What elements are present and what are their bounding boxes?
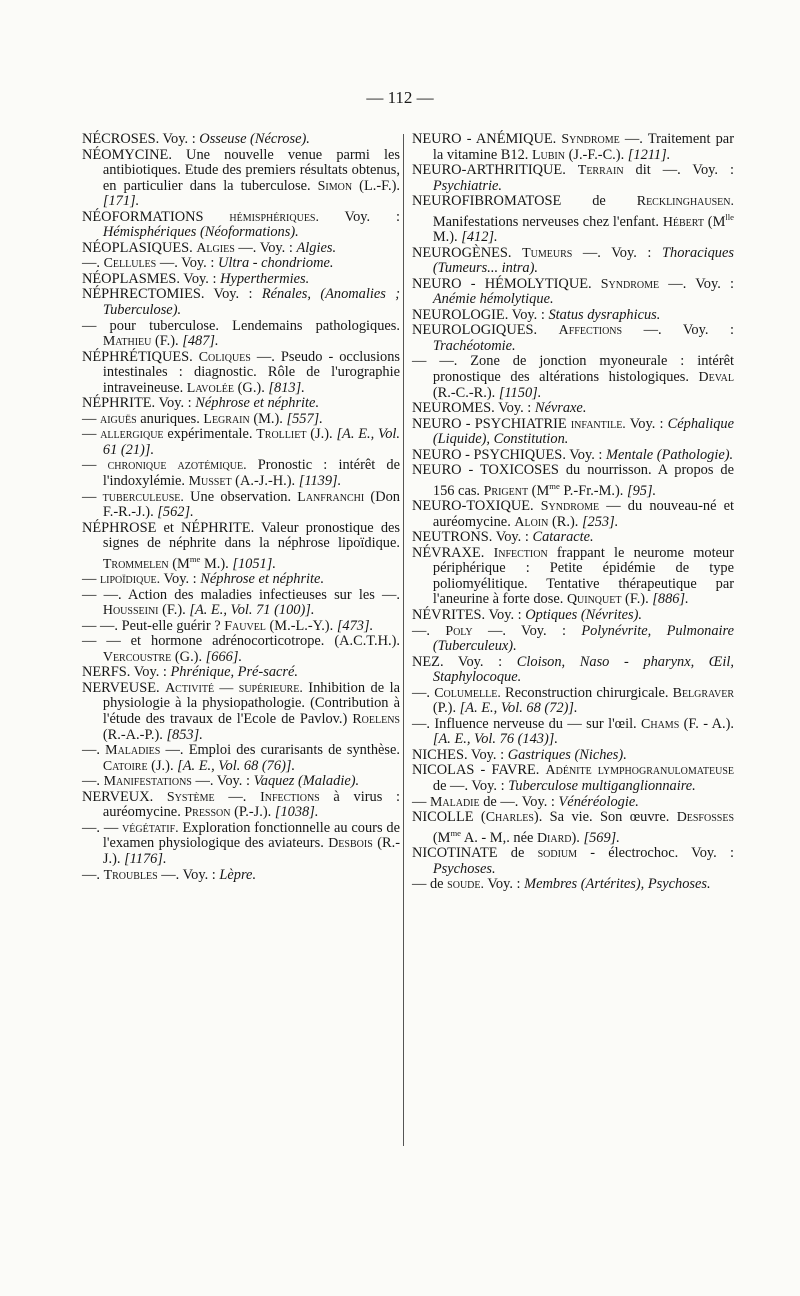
entry-segment: Prigent: [483, 483, 529, 499]
entry-segment: Vaquez (Maladie).: [253, 773, 360, 790]
index-entry: [412, 655, 734, 686]
entry-segment: Coliques: [198, 349, 251, 365]
index-entry: [82, 148, 400, 210]
entry-segment: NÉPHRECTOMIES. Voy. :: [82, 286, 262, 303]
entry-segment: Infections: [260, 789, 320, 805]
entry-segment: M.).: [432, 229, 462, 246]
entry-segment: Simon: [317, 178, 353, 194]
entry-segment: Psychiatrie.: [432, 177, 503, 194]
entry-segment: — pour tuberculose. Lendemains pathologiques.: [82, 317, 400, 334]
entry-segment: Diard: [536, 830, 572, 846]
entry-segment: [1176].: [124, 850, 167, 867]
entry-segment: expérimentale.: [163, 426, 257, 443]
entry-segment: [A. E., Vol. 76 (143)].: [432, 731, 558, 748]
entry-segment: (M.).: [249, 410, 287, 427]
entry-segment: Affections: [558, 323, 623, 339]
index-entry: [412, 417, 734, 448]
entry-segment: (M: [528, 482, 550, 499]
entry-segment: Voy. :: [160, 571, 201, 588]
entry-segment: (F.).: [158, 602, 190, 619]
entry-segment: NEUROMES. Voy. :: [412, 400, 535, 417]
entry-segment: ). Sa vie. Son œuvre.: [533, 809, 677, 826]
index-entry: [412, 277, 734, 308]
entry-segment: lle: [725, 211, 734, 222]
entry-segment: (A.-J.-H.).: [231, 473, 299, 490]
entry-segment: Status dysraphicus.: [548, 306, 661, 323]
entry-segment: [A. E., Vol. 68 (76)].: [177, 757, 296, 774]
index-entry: [412, 717, 734, 748]
entry-segment: (G.).: [234, 379, 269, 396]
entry-segment: M.).: [200, 555, 233, 572]
entry-segment: Névraxe.: [534, 400, 587, 417]
entry-segment: Hébert: [662, 214, 704, 230]
entry-segment: NEUROFIBROMATOSE de: [412, 193, 637, 210]
entry-segment: —.: [214, 788, 261, 805]
entry-segment: Hyperthermies.: [220, 270, 310, 287]
entry-segment: Reconstruction chirurgicale.: [500, 684, 673, 701]
entry-segment: [1051].: [232, 555, 276, 572]
entry-segment: —. Voy. :: [156, 255, 218, 272]
index-entry: [412, 499, 734, 530]
index-entry: [412, 748, 734, 764]
entry-segment: (M: [432, 829, 451, 846]
entry-segment: Vercoustre: [102, 649, 172, 665]
entry-segment: [562].: [157, 504, 194, 521]
entry-segment: NEUTRONS. Voy. :: [412, 529, 533, 546]
entry-segment: de —. Voy. :: [432, 778, 509, 795]
entry-segment: NICHES. Voy. :: [412, 746, 508, 763]
entry-segment: Housseini: [102, 603, 159, 619]
entry-segment: (R.-A.-P.).: [102, 726, 167, 743]
entry-segment: NÉPHRITE. Voy. :: [82, 395, 196, 412]
entry-segment: —. Traitement par la vitamine B12.: [432, 131, 734, 163]
index-entry: [412, 546, 734, 608]
entry-segment: Catoire: [102, 758, 148, 774]
entry-segment: (R.).: [548, 513, 582, 530]
entry-segment: [412].: [461, 229, 498, 246]
entry-segment: Musset: [188, 474, 232, 490]
entry-segment: [253].: [581, 513, 619, 530]
entry-segment: NICOLAS - FAVRE.: [412, 762, 546, 779]
entry-segment: NERVEUX.: [82, 788, 167, 805]
entry-segment: sodium: [537, 846, 578, 861]
entry-segment: [A. E., Vol. 61 (21)].: [102, 426, 401, 458]
entry-segment: soude.: [447, 877, 484, 893]
entry-segment: Lèpre.: [219, 866, 257, 883]
entry-segment: me: [450, 827, 462, 838]
index-entry: [412, 686, 734, 717]
entry-segment: chronique azotémique.: [107, 458, 247, 474]
entry-segment: —. Influence nerveuse du — sur l'œil.: [412, 715, 642, 732]
entry-segment: Exploration fonctionnelle au cours de l'examen physiologique des aviateurs.: [102, 819, 400, 852]
index-entry: [82, 241, 400, 257]
entry-segment: P.-Fr.-M.).: [559, 482, 627, 499]
entry-segment: NEURO - ANÉMIQUE.: [412, 131, 562, 147]
index-entry: [412, 463, 734, 499]
entry-segment: Poly: [445, 623, 473, 639]
entry-segment: Optiques (Névrites).: [525, 607, 642, 623]
index-entry: [82, 287, 400, 318]
entry-segment: (F. - A.).: [679, 715, 734, 732]
entry-segment: Inhibition de la physiologie à la physiopathologie. (Contribution à l'étude des travaux de l'Ecole de Pavlov.): [102, 679, 400, 728]
entry-segment: Une observation.: [183, 488, 298, 505]
index-entry: [412, 163, 734, 194]
entry-segment: dit —. Voy. :: [623, 162, 734, 179]
entry-segment: Manifestations nerveuses chez l'enfant.: [432, 213, 663, 230]
entry-segment: (Don F.-R.-J.).: [102, 488, 400, 521]
entry-segment: Terrain: [577, 163, 624, 179]
entry-segment: Fauvel: [224, 618, 266, 634]
index-entry: [412, 763, 734, 794]
entry-segment: —. —: [82, 819, 123, 836]
page-number: — 112 —: [366, 88, 434, 107]
entry-segment: —. Voy. :: [472, 622, 582, 639]
entry-segment: —. Voy. :: [622, 322, 734, 339]
entry-segment: Cataracte.: [532, 529, 594, 546]
entry-segment: Lubin: [532, 147, 565, 163]
entry-segment: Quinquet: [566, 592, 622, 608]
index-entry: [412, 246, 734, 277]
entry-segment: Maladies: [105, 743, 161, 759]
entry-segment: [813].: [268, 379, 305, 396]
entry-segment: NÉOMYCINE. Une nouvelle venue parmi les antibiotiques. Etude des premiers résultats obtenus, en particulier dans la tuberculose.: [82, 146, 400, 194]
entry-segment: me: [549, 480, 560, 491]
entry-segment: (P.).: [432, 700, 460, 717]
entry-segment: [A. E., Vol. 71 (100)].: [189, 602, 315, 619]
entry-segment: tuberculeuse.: [102, 489, 184, 505]
entry-segment: NÉVRAXE.: [412, 544, 494, 561]
entry-segment: [666].: [205, 648, 243, 665]
entry-segment: Ultra - chondriome.: [217, 255, 334, 272]
entry-segment: NEURO-TOXIQUE.: [412, 498, 541, 515]
entry-segment: [171].: [102, 193, 140, 210]
index-entry: [412, 877, 734, 893]
entry-segment: NEURO - HÉMOLYTIQUE.: [412, 275, 601, 292]
entry-segment: (J.-F.-C.).: [564, 146, 628, 163]
entry-segment: NEURO-ARTHRITIQUE.: [412, 162, 578, 179]
entry-segment: Vénéréologie.: [558, 793, 639, 810]
entry-segment: NERFS. Voy. :: [82, 664, 171, 681]
entry-segment: (P.-J.).: [230, 804, 275, 821]
entry-segment: (F.).: [621, 591, 653, 608]
entry-segment: Rénales, (Anomalies ; Tuberculose).: [102, 286, 400, 319]
entry-segment: Thoraciques (Tumeurs... intra).: [432, 244, 734, 277]
index-entry: [82, 619, 400, 635]
index-entry: [82, 396, 400, 412]
entry-segment: végétatif.: [122, 820, 179, 836]
entry-segment: —. Voy. :: [234, 239, 297, 256]
entry-segment: (R.-C.-R.).: [432, 384, 499, 401]
entry-segment: —. Voy. :: [157, 866, 220, 883]
entry-segment: —: [82, 488, 103, 505]
entry-segment: Roelens: [352, 712, 400, 728]
entry-segment: aiguës: [100, 411, 137, 427]
entry-segment: —.: [412, 684, 435, 701]
entry-segment: —.: [82, 255, 104, 272]
entry-segment: Tuberculose multiganglionnaire.: [508, 778, 696, 795]
entry-segment: —: [82, 571, 100, 588]
entry-segment: Voy. :: [625, 415, 668, 432]
column-divider: [403, 134, 404, 1146]
entry-segment: —.: [82, 773, 104, 790]
entry-segment: Membres (Artérites), Psychoses.: [524, 876, 711, 893]
entry-segment: Desbois: [328, 836, 373, 852]
entry-segment: NÉOPLASMES. Voy. :: [82, 270, 221, 287]
entry-segment: Néphrose et néphrite.: [195, 395, 320, 412]
entry-segment: (L.-F.).: [352, 177, 400, 194]
entry-segment: NEURO - PSYCHIQUES. Voy. :: [412, 446, 607, 463]
entry-segment: allergique: [100, 427, 164, 443]
entry-segment: Aloin: [514, 514, 549, 530]
entry-segment: NERVEUSE.: [82, 679, 166, 696]
entry-segment: [1150].: [498, 384, 542, 401]
entry-segment: me: [189, 553, 201, 564]
entry-segment: — du nouveau-né et auréomycine.: [432, 498, 734, 530]
entry-segment: Adénite lymphogranulomateuse: [545, 763, 734, 779]
entry-segment: Lavolée: [186, 380, 235, 396]
index-entry: [82, 210, 400, 241]
index-entry: [82, 427, 400, 458]
entry-segment: NÉCROSES. Voy. :: [82, 131, 200, 147]
index-entry: [82, 790, 400, 821]
entry-segment: Osseuse (Nécrose).: [199, 131, 310, 147]
entry-segment: —. Voy. :: [191, 773, 254, 790]
entry-segment: [853].: [166, 726, 203, 743]
entry-segment: Phrénique, Pré-sacré.: [170, 664, 298, 681]
entry-segment: Système: [166, 789, 215, 805]
index-entry: [82, 412, 400, 428]
index-entry: [412, 448, 734, 464]
entry-segment: (M.-L.-Y.).: [265, 617, 337, 634]
entry-segment: Pronostic : intérêt de l'indoxylémie.: [102, 457, 401, 490]
entry-segment: Voy. :: [318, 208, 400, 225]
index-entry: [82, 350, 400, 397]
index-entry: [412, 795, 734, 811]
entry-segment: [1038].: [274, 804, 319, 821]
index-entry: [82, 256, 400, 272]
entry-segment: —: [412, 793, 430, 810]
entry-segment: —.: [82, 866, 104, 883]
entry-segment: NÉVRITES. Voy. :: [412, 607, 526, 623]
entry-segment: Trachéotomie.: [432, 337, 516, 354]
index-entry: [82, 634, 400, 665]
entry-segment: infantile.: [570, 416, 626, 432]
entry-segment: hémisphériques.: [229, 209, 319, 225]
index-entry: [412, 308, 734, 324]
index-entry: [82, 588, 400, 619]
index-entry: [82, 774, 400, 790]
index-entry: [82, 681, 400, 743]
index-entry: [82, 458, 400, 489]
entry-segment: Voy. :: [484, 876, 525, 893]
entry-segment: Legrain: [203, 411, 250, 427]
index-entry: [412, 354, 734, 401]
entry-segment: Mentale (Pathologie).: [606, 446, 734, 463]
index-entry: [412, 194, 734, 245]
index-entry: [82, 521, 400, 572]
entry-segment: — —. Zone de jonction myoneurale : intérêt pronostique des altérations histologiques.: [412, 353, 734, 385]
index-entry: [82, 665, 400, 681]
entry-segment: (J.).: [306, 426, 337, 443]
entry-segment: Syndrome: [540, 499, 600, 515]
index-entry: [82, 743, 400, 774]
entry-segment: Troubles: [103, 867, 158, 883]
entry-segment: Néphrose et néphrite.: [200, 571, 325, 588]
entry-segment: —. Emploi des curarisants de synthèse.: [160, 742, 401, 759]
entry-segment: —: [82, 457, 108, 474]
entry-segment: Desfosses: [676, 810, 735, 826]
entry-segment: Columelle.: [434, 685, 501, 701]
entry-segment: [473].: [336, 617, 374, 634]
entry-segment: Deval: [698, 370, 734, 385]
entry-segment: Maladie: [430, 794, 480, 810]
entry-segment: Syndrome: [561, 132, 620, 147]
index-entry: [82, 490, 400, 521]
entry-segment: —: [82, 410, 100, 427]
entry-segment: [569].: [583, 829, 620, 846]
entry-segment: NEUROGÈNES.: [412, 244, 523, 261]
left-column: [82, 132, 400, 883]
entry-segment: Recklinghausen.: [636, 194, 734, 210]
entry-segment: ).: [571, 829, 584, 846]
index-entry: [412, 608, 734, 624]
entry-segment: [886].: [652, 591, 689, 608]
entry-segment: A. - M,. née: [461, 829, 537, 846]
entry-segment: Trolliet: [256, 427, 307, 443]
entry-segment: Chams: [641, 716, 680, 732]
index-entry: [82, 821, 400, 868]
entry-segment: Manifestations: [103, 774, 192, 790]
entry-segment: [1139].: [298, 473, 342, 490]
index-entry: [412, 401, 734, 417]
index-entry: [412, 530, 734, 546]
entry-segment: —. Voy. :: [659, 275, 734, 292]
entry-segment: Anémie hémolytique.: [432, 291, 554, 308]
entry-segment: Syndrome: [600, 276, 660, 292]
entry-segment: (F.).: [151, 333, 183, 350]
entry-segment: [A. E., Vol. 68 (72)].: [459, 700, 578, 717]
entry-segment: — de: [412, 876, 448, 893]
entry-segment: Presson: [184, 805, 231, 821]
entry-segment: frappant le neurome moteur périphérique : Petite épidémie de type poliomyélitique. Tentative thérapeutique par l'aneurine à forte dose.: [432, 544, 734, 608]
entry-segment: Charles: [485, 810, 534, 826]
entry-segment: —.: [82, 742, 106, 759]
index-entry: [82, 572, 400, 588]
entry-segment: anuriques.: [136, 410, 204, 427]
entry-segment: de —. Voy. :: [479, 793, 559, 810]
entry-segment: [1211].: [627, 146, 671, 163]
entry-segment: —. Voy. :: [572, 244, 663, 261]
entry-segment: [95].: [626, 482, 657, 499]
index-entry: [412, 323, 734, 354]
entry-segment: NICOTINATE de: [412, 845, 538, 861]
entry-segment: (R.-J.).: [102, 835, 400, 867]
entry-segment: —: [82, 426, 101, 443]
entry-segment: — — et hormone adrénocorticotrope. (A.C.T.H.).: [82, 633, 400, 650]
entry-segment: (M: [703, 213, 726, 230]
entry-segment: lipoïdique.: [100, 572, 161, 588]
entry-segment: Céphalique (Liquide), Constitution.: [432, 415, 734, 448]
entry-segment: NÉOPLASIQUES.: [82, 239, 197, 256]
entry-segment: Gastriques (Niches).: [507, 746, 627, 763]
entry-segment: NEUROLOGIE. Voy. :: [412, 306, 549, 323]
entry-segment: à virus : auréomycine.: [102, 788, 401, 821]
entry-segment: (J.).: [147, 757, 178, 774]
entry-segment: Polynévrite, Pulmonaire (Tuberculeux).: [432, 622, 734, 655]
entry-segment: Cloison, Naso - pharynx, Œil, Staphylocoque.: [432, 653, 734, 686]
entry-segment: (M: [168, 555, 190, 572]
entry-segment: NICOLLE (: [412, 809, 486, 826]
entry-segment: Hémisphériques (Néoformations).: [102, 224, 299, 241]
entry-segment: NEURO - PSYCHIATRIE: [412, 415, 571, 432]
entry-segment: (G.).: [171, 648, 206, 665]
entry-segment: [487].: [182, 333, 219, 350]
entry-segment: Psychoses.: [432, 860, 496, 877]
index-entry: [82, 319, 400, 350]
entry-segment: Lanfranchi: [297, 489, 365, 505]
entry-segment: NÉOFORMATIONS: [82, 208, 230, 225]
entry-segment: Algies: [196, 240, 235, 256]
entry-segment: NEURO - TOXICOSES du nourrisson. A propos de 156 cas.: [412, 462, 734, 499]
entry-segment: Infection: [493, 545, 548, 561]
entry-segment: - électrochoc. Voy. :: [577, 845, 734, 861]
entry-segment: Mathieu: [102, 334, 152, 350]
entry-segment: NÉPHROSE et NÉPHRITE. Valeur pronostique des signes de néphrite dans la néphrose lipoïdique.: [82, 519, 400, 552]
index-entry: [412, 810, 734, 846]
entry-segment: Activité — supérieure.: [165, 680, 303, 696]
entry-segment: [557].: [286, 410, 323, 427]
index-entry: [412, 624, 734, 655]
index-entry: [82, 132, 400, 148]
entry-segment: Tumeurs: [522, 245, 573, 261]
entry-segment: Algies.: [296, 239, 337, 256]
entry-segment: NEUROLOGIQUES.: [412, 322, 559, 339]
entry-segment: — —. Peut-elle guérir ?: [82, 617, 225, 634]
index-entry: [82, 868, 400, 884]
entry-segment: —. Pseudo - occlusions intestinales : diagnostic. Rôle de l'urographie intraveineuse.: [102, 348, 400, 396]
entry-segment: —.: [412, 622, 446, 639]
entry-segment: NEZ. Voy. :: [412, 653, 517, 670]
entry-segment: NÉPHRÉTIQUES.: [82, 348, 199, 365]
entry-segment: Belgraver: [672, 685, 734, 701]
entry-segment: Cellules: [103, 256, 157, 272]
index-entry: [412, 132, 734, 163]
entry-segment: Trommelen: [102, 556, 169, 572]
index-entry: [412, 846, 734, 877]
right-column: [412, 132, 734, 893]
entry-segment: — —. Action des maladies infectieuses sur les —.: [82, 586, 400, 603]
